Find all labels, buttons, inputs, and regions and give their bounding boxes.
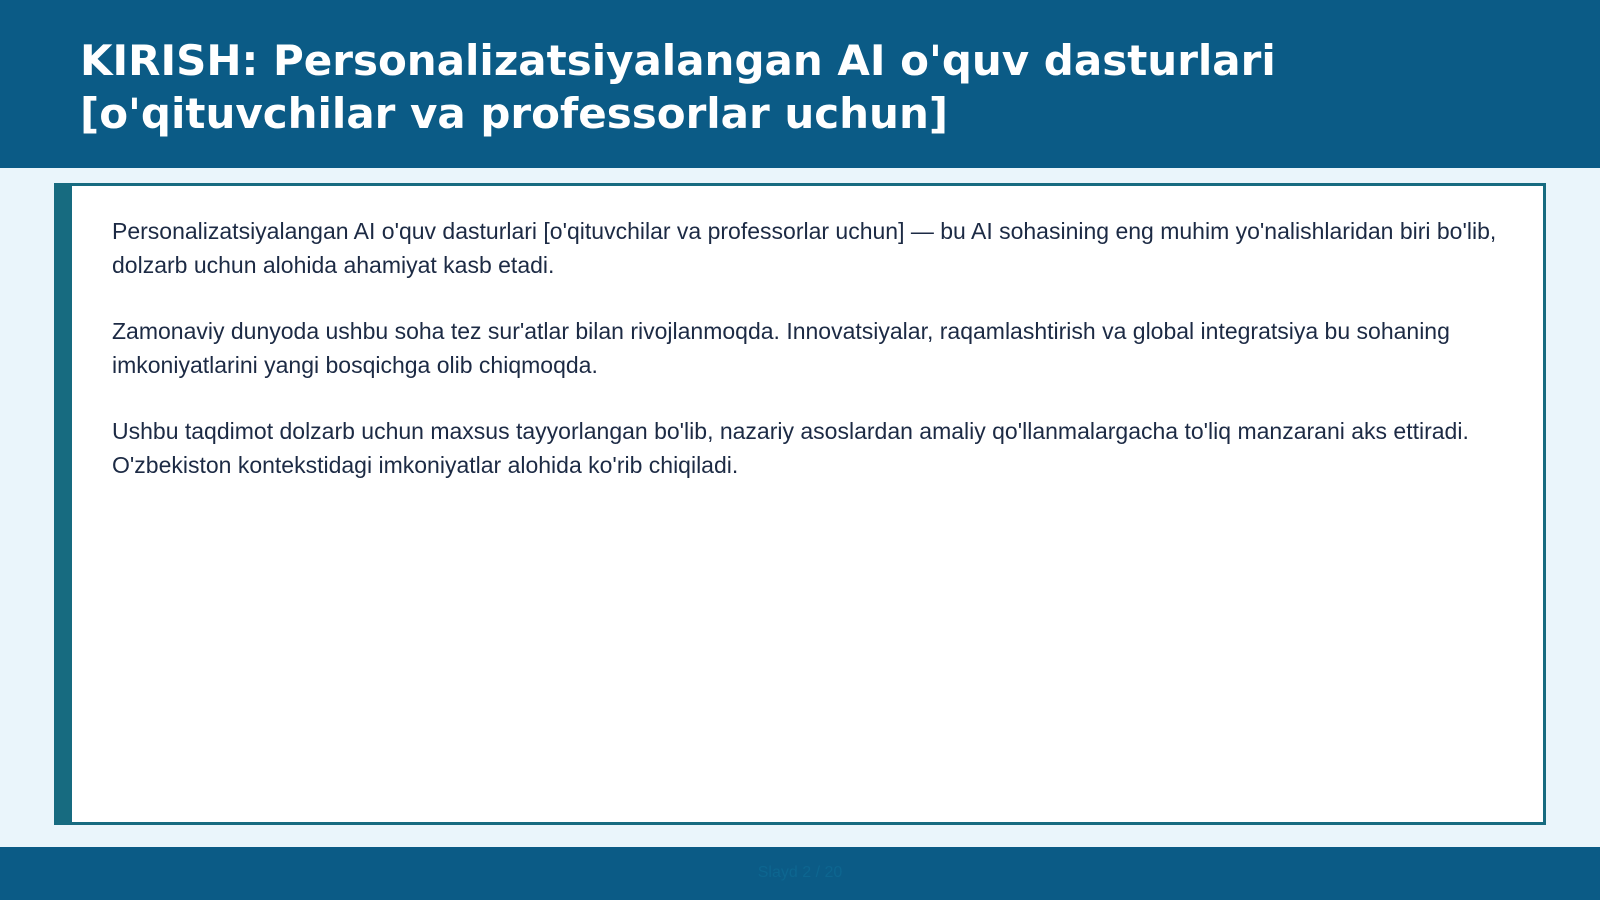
slide-title: KIRISH: Personalizatsiyalangan AI o'quv dasturlari [o'qituvchilar va professorlar uchun]: [80, 36, 1276, 138]
presentation-paragraph: Ushbu taqdimot dolzarb uchun maxsus tayyorlangan bo'lib, nazariy asoslardan amaliy qo'llanmalargacha to'liq manzarani aks ettiradi. O'zbekiston kontekstidagi imkoniyatlar alohida ko'rib chiqiladi.: [112, 418, 1469, 478]
slide-footer: [0, 847, 1600, 900]
development-paragraph: Zamonaviy dunyoda ushbu soha tez sur'atlar bilan rivojlanmoqda. Innovatsiyalar, raqamlashtirish va global integratsiya bu sohaning imkoniyatlarini yangi bosqichga olib chiqmoqda.: [112, 318, 1450, 378]
content-body: [112, 214, 1497, 514]
slide-number: Slayd 2 / 20: [757, 864, 843, 881]
intro-paragraph: Personalizatsiyalangan AI o'quv dasturlari [o'qituvchilar va professorlar uchun] — bu AI sohasining eng muhim yo'nalishlaridan biri bo'lib, dolzarb uchun alohida ahamiyat kasb etadi.: [112, 218, 1497, 278]
slide-header: [0, 0, 1600, 168]
content-panel: [54, 183, 1546, 825]
